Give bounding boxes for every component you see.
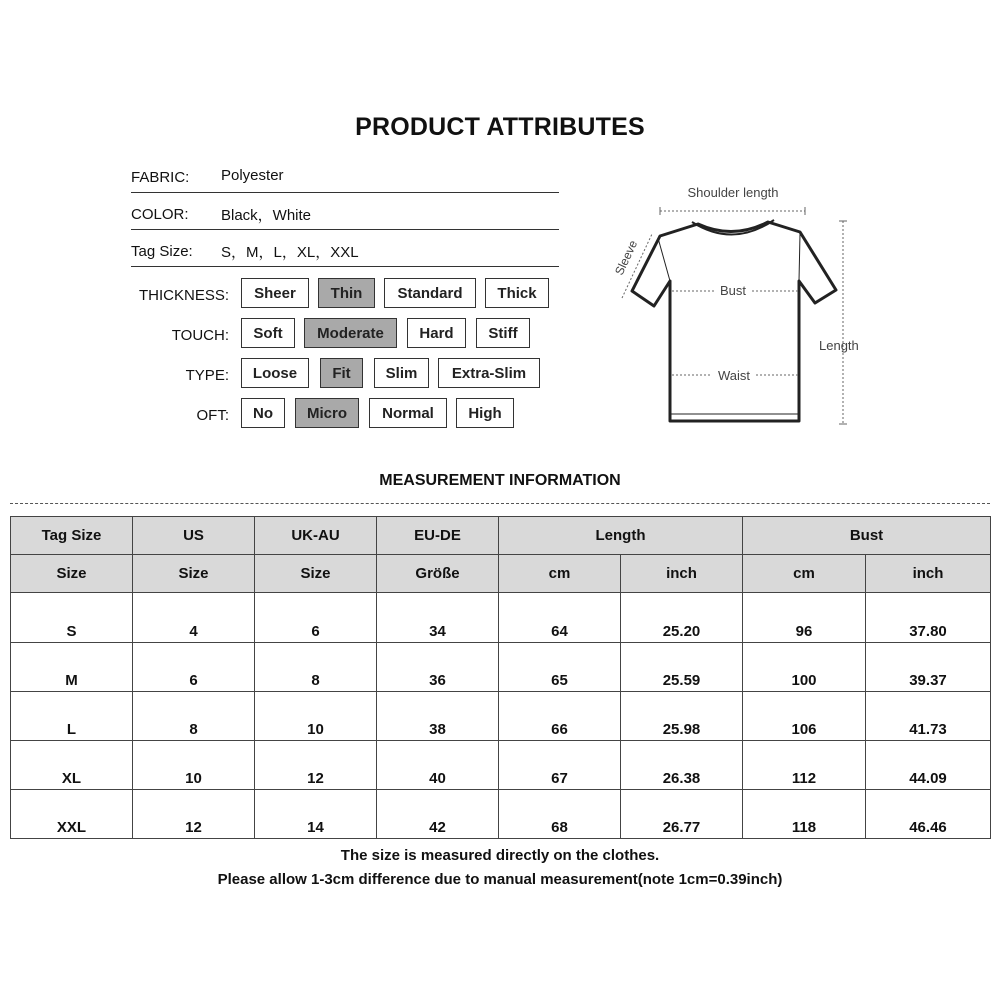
oft-option-micro[interactable]: Micro — [295, 398, 359, 428]
touch-label: TOUCH: — [171, 327, 229, 344]
table-row — [11, 790, 991, 839]
table-cell: 6 — [133, 643, 255, 692]
touch-option-moderate[interactable]: Moderate — [304, 318, 397, 348]
shoulder-length-label: Shoulder length — [687, 185, 779, 200]
table-header-cell: UK-AU — [255, 517, 377, 555]
touch-option-hard[interactable]: Hard — [407, 318, 466, 348]
dashed-divider — [10, 503, 990, 504]
table-cell: 25.59 — [621, 643, 743, 692]
table-row — [11, 643, 991, 692]
table-header-cell: Length — [499, 517, 743, 555]
table-header-cell: Bust — [743, 517, 991, 555]
fabric-label: FABRIC: — [131, 169, 190, 186]
tag-size-label: Tag Size: — [131, 243, 193, 260]
table-subheader-cell: inch — [866, 555, 991, 593]
waist-label: Waist — [717, 368, 751, 383]
table-cell: L — [11, 692, 133, 741]
table-subheader-cell: cm — [499, 555, 621, 593]
table-cell: XL — [11, 741, 133, 790]
table-cell: 12 — [133, 790, 255, 839]
table-cell: 12 — [255, 741, 377, 790]
table-header-row — [11, 517, 991, 555]
note-measured-directly: The size is measured directly on the clothes. — [340, 847, 660, 864]
bust-label: Bust — [719, 283, 747, 298]
table-header-cell: US — [133, 517, 255, 555]
type-option-fit[interactable]: Fit — [320, 358, 363, 388]
tshirt-outline — [632, 222, 836, 421]
measurement-title: MEASUREMENT INFORMATION — [379, 472, 621, 489]
color-row — [131, 200, 559, 230]
measurement-table — [10, 516, 991, 839]
sleeve-label: Sleeve — [612, 238, 641, 278]
table-cell: 25.98 — [621, 692, 743, 741]
table-cell: 106 — [743, 692, 866, 741]
table-subheader-cell: Size — [11, 555, 133, 593]
oft-option-high[interactable]: High — [456, 398, 514, 428]
table-cell: 46.46 — [866, 790, 991, 839]
note-allow-difference: Please allow 1-3cm difference due to manual measurement(note 1cm=0.39inch) — [217, 871, 783, 888]
thickness-option-standard[interactable]: Standard — [384, 278, 476, 308]
fabric-value: Polyester — [221, 167, 284, 184]
table-cell: 68 — [499, 790, 621, 839]
table-cell: 34 — [377, 593, 499, 643]
touch-row — [131, 318, 551, 348]
table-subheader-cell: Size — [133, 555, 255, 593]
type-label: TYPE: — [185, 367, 229, 384]
table-cell: 42 — [377, 790, 499, 839]
color-value: Black，White — [221, 207, 312, 224]
table-cell: 64 — [499, 593, 621, 643]
touch-option-soft[interactable]: Soft — [241, 318, 295, 348]
tshirt-measurement-diagram — [600, 178, 860, 440]
oft-option-normal[interactable]: Normal — [369, 398, 447, 428]
type-row — [131, 358, 551, 388]
oft-row — [131, 398, 551, 428]
oft-label: OFT: — [196, 407, 229, 424]
table-cell: 39.37 — [866, 643, 991, 692]
thickness-option-thick[interactable]: Thick — [485, 278, 549, 308]
table-cell: 65 — [499, 643, 621, 692]
table-cell: S — [11, 593, 133, 643]
table-cell: 96 — [743, 593, 866, 643]
table-cell: 26.77 — [621, 790, 743, 839]
table-cell: 8 — [133, 692, 255, 741]
table-subheader-row — [11, 555, 991, 593]
tag-size-value: S，M，L，XL，XXL — [221, 244, 359, 261]
thickness-label: THICKNESS: — [138, 287, 229, 304]
thickness-row — [131, 278, 551, 308]
page-title: PRODUCT ATTRIBUTES — [355, 113, 645, 141]
table-cell: 14 — [255, 790, 377, 839]
table-cell: 40 — [377, 741, 499, 790]
table-cell: 8 — [255, 643, 377, 692]
color-label: COLOR: — [131, 206, 189, 223]
table-cell: 10 — [133, 741, 255, 790]
table-cell: 118 — [743, 790, 866, 839]
table-cell: 67 — [499, 741, 621, 790]
table-subheader-cell: cm — [743, 555, 866, 593]
type-option-slim[interactable]: Slim — [374, 358, 429, 388]
table-cell: 44.09 — [866, 741, 991, 790]
table-cell: 41.73 — [866, 692, 991, 741]
table-cell: 26.38 — [621, 741, 743, 790]
table-cell: 66 — [499, 692, 621, 741]
thickness-option-sheer[interactable]: Sheer — [241, 278, 309, 308]
tag-size-row — [131, 237, 559, 267]
length-label: Length — [819, 338, 859, 353]
fabric-row — [131, 163, 559, 193]
table-cell: M — [11, 643, 133, 692]
oft-option-no[interactable]: No — [241, 398, 285, 428]
table-row — [11, 593, 991, 643]
table-cell: 6 — [255, 593, 377, 643]
table-cell: 36 — [377, 643, 499, 692]
type-option-extra-slim[interactable]: Extra-Slim — [438, 358, 540, 388]
table-cell: 38 — [377, 692, 499, 741]
table-header-cell: EU-DE — [377, 517, 499, 555]
table-subheader-cell: Größe — [377, 555, 499, 593]
table-row — [11, 692, 991, 741]
table-cell: 10 — [255, 692, 377, 741]
table-row — [11, 741, 991, 790]
touch-option-stiff[interactable]: Stiff — [476, 318, 530, 348]
type-option-loose[interactable]: Loose — [241, 358, 309, 388]
table-cell: 112 — [743, 741, 866, 790]
table-subheader-cell: inch — [621, 555, 743, 593]
table-cell: 37.80 — [866, 593, 991, 643]
table-cell: XXL — [11, 790, 133, 839]
table-subheader-cell: Size — [255, 555, 377, 593]
table-header-cell: Tag Size — [11, 517, 133, 555]
table-cell: 4 — [133, 593, 255, 643]
table-cell: 25.20 — [621, 593, 743, 643]
thickness-option-thin[interactable]: Thin — [318, 278, 375, 308]
table-cell: 100 — [743, 643, 866, 692]
